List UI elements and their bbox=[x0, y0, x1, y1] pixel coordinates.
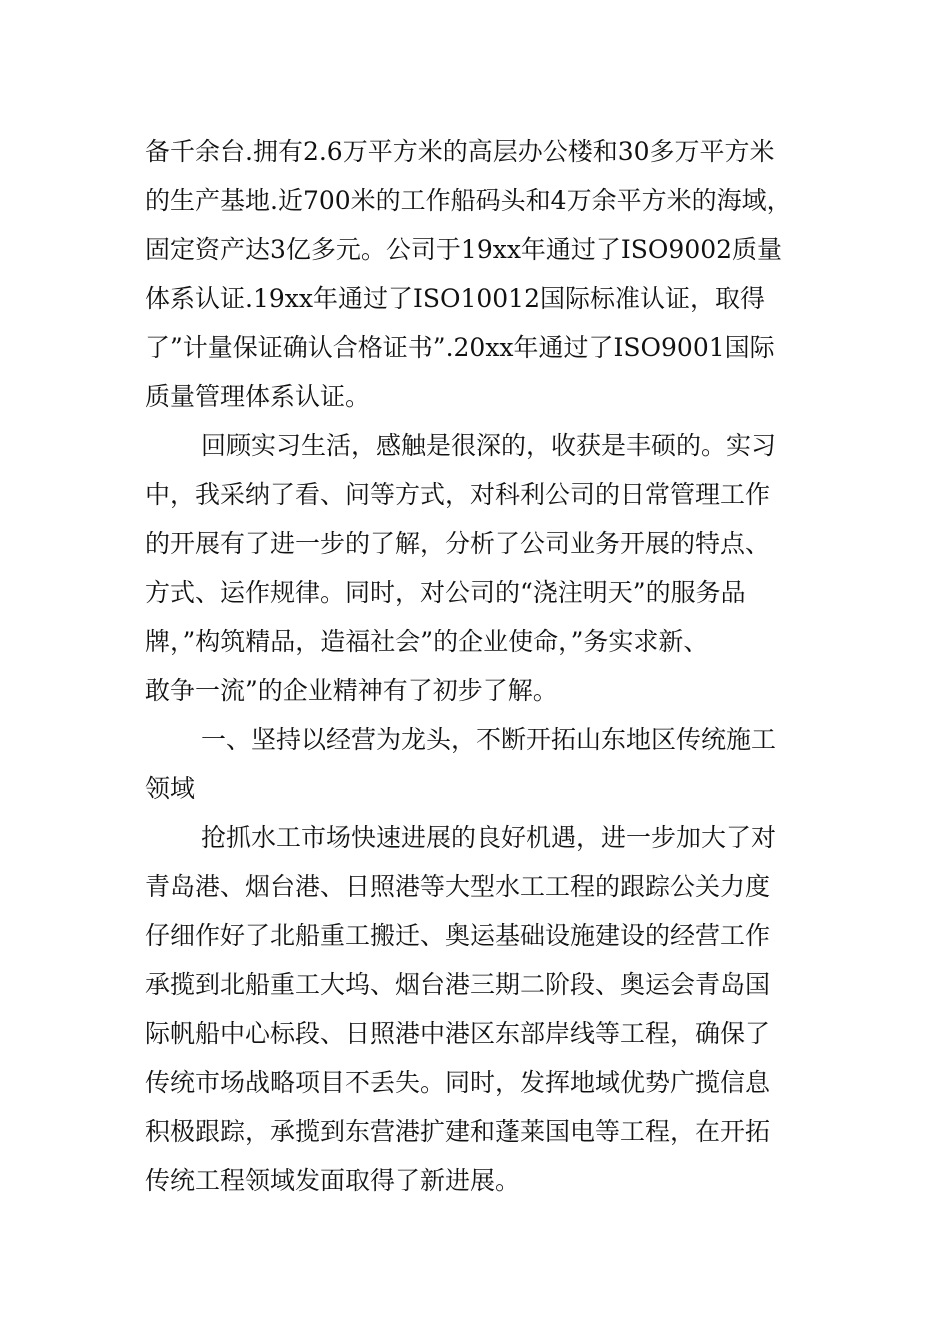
text-line: 积极跟踪，承揽到东营港扩建和蓬莱国电等工程，在开拓 bbox=[145, 1117, 771, 1146]
text-line: 敢争一流”的企业精神有了初步了解。 bbox=[145, 676, 558, 705]
text-line: 备千余台.拥有2.6万平方米的高层办公楼和30多万平方米 bbox=[145, 137, 775, 166]
text-line: 了”计量保证确认合格证书”.20xx年通过了ISO9001国际 bbox=[145, 333, 775, 362]
text-line: 回顾实习生活，感触是很深的，收获是丰硕的。实习 bbox=[201, 431, 777, 460]
text-line: 牌，”构筑精品，造福社会”的企业使命，”务实求新、 bbox=[145, 627, 709, 656]
text-line: 领域 bbox=[145, 774, 196, 803]
text-line: 承揽到北船重工大坞、烟台港三期二阶段、奥运会青岛国 bbox=[145, 970, 771, 999]
text-line: 青岛港、烟台港、日照港等大型水工工程的跟踪公关力度 bbox=[145, 872, 771, 901]
paragraph bbox=[145, 421, 815, 715]
text-line: 质量管理体系认证。 bbox=[145, 382, 371, 411]
text-line: 方式、运作规律。同时，对公司的“浇注明天”的服务品 bbox=[145, 578, 746, 607]
document-body bbox=[145, 127, 815, 1205]
text-line: 仔细作好了北船重工搬迁、奥运基础设施建设的经营工作 bbox=[145, 921, 771, 950]
text-line: 中，我采纳了看、问等方式，对科利公司的日常管理工作 bbox=[145, 480, 771, 509]
paragraph bbox=[145, 127, 815, 421]
text-line: 际帆船中心标段、日照港中港区东部岸线等工程，确保了 bbox=[145, 1019, 771, 1048]
paragraph bbox=[145, 715, 815, 813]
paragraph bbox=[145, 813, 815, 1205]
text-line: 传统市场战略项目不丢失。同时，发挥地域优势广揽信息 bbox=[145, 1068, 771, 1097]
text-line: 固定资产达3亿多元。公司于19xx年通过了ISO9002质量 bbox=[145, 235, 783, 264]
text-line: 一、坚持以经营为龙头，不断开拓山东地区传统施工 bbox=[201, 725, 777, 754]
text-line: 抢抓水工市场快速进展的良好机遇，进一步加大了对 bbox=[201, 823, 777, 852]
text-line: 传统工程领域发面取得了新进展。 bbox=[145, 1166, 521, 1195]
text-line: 的开展有了进一步的了解，分析了公司业务开展的特点、 bbox=[145, 529, 771, 558]
text-line: 的生产基地.近700米的工作船码头和4万余平方米的海域， bbox=[145, 186, 792, 215]
text-line: 体系认证.19xx年通过了ISO10012国际标准认证，取得 bbox=[145, 284, 765, 313]
